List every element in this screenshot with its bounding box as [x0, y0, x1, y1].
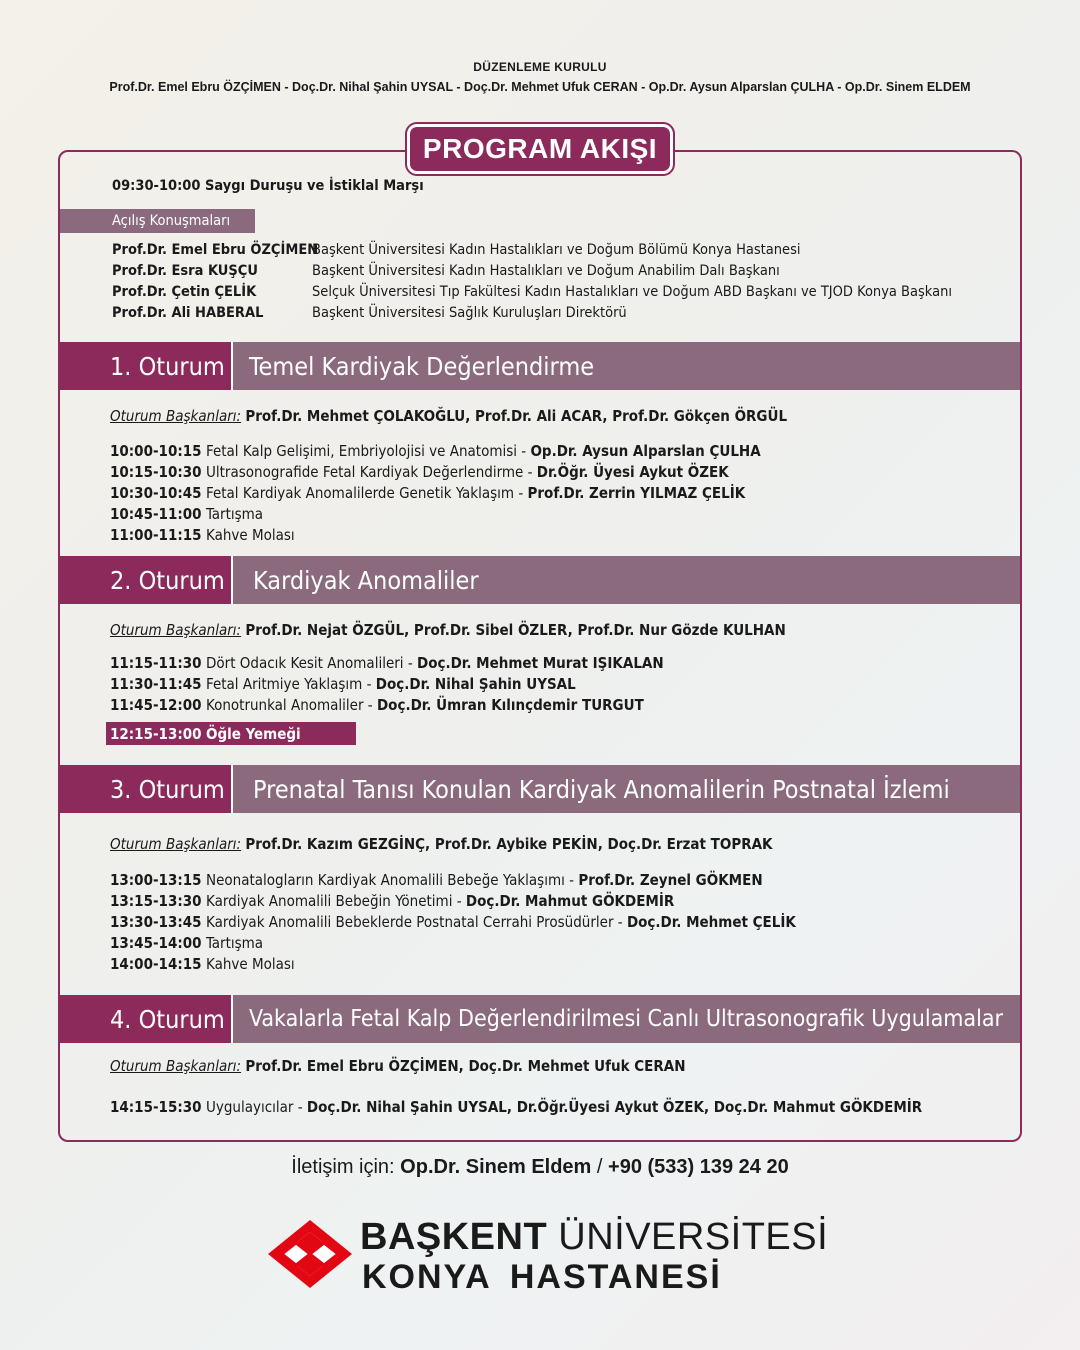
opening-speaker	[112, 284, 952, 300]
item-topic: Fetal Kalp Gelişimi, Embriyolojisi ve Anatomisi -	[206, 442, 531, 460]
contact-prefix: İletişim için:	[291, 1156, 401, 1178]
item-time: 13:30-13:45	[110, 913, 202, 931]
session-number: 2. Oturum	[60, 556, 231, 604]
session-header	[60, 995, 1020, 1043]
item-topic: Ultrasonografide Fetal Kardiyak Değerlendirme -	[206, 463, 537, 481]
item-topic: Tartışma	[206, 505, 264, 523]
session-header	[60, 765, 1020, 813]
item-speaker: Doç.Dr. Mehmet Murat IŞIKALAN	[417, 654, 664, 672]
agenda-item	[110, 871, 763, 889]
item-topic: Tartışma	[206, 934, 264, 952]
session-number: 3. Oturum	[60, 765, 231, 813]
item-speaker: Doç.Dr. Nihal Şahin UYSAL, Dr.Öğr.Üyesi Aykut ÖZEK, Doç.Dr. Mahmut GÖKDEMİR	[306, 1098, 923, 1116]
agenda-item	[110, 675, 576, 693]
item-topic: Uygulayıcılar -	[206, 1098, 307, 1116]
item-topic: Kardiyak Anomalili Bebeklerde Postnatal Cerrahi Prosüdürler -	[206, 913, 627, 931]
chairs-names: Prof.Dr. Nejat ÖZGÜL, Prof.Dr. Sibel ÖZLER, Prof.Dr. Nur Gözde KULHAN	[245, 621, 786, 639]
speaker-name: Prof.Dr. Esra KUŞÇU	[112, 263, 258, 279]
item-time: 14:15-15:30	[110, 1098, 202, 1116]
item-time: 11:00-11:15	[110, 526, 202, 544]
chairs-names: Prof.Dr. Mehmet ÇOLAKOĞLU, Prof.Dr. Ali ACAR, Prof.Dr. Gökçen ÖRGÜL	[245, 407, 788, 425]
agenda-item	[110, 913, 796, 931]
item-time: 10:30-10:45	[110, 484, 202, 502]
item-speaker: Doç.Dr. Ümran Kılınçdemir TURGUT	[376, 696, 644, 714]
item-time: 10:15-10:30	[110, 463, 202, 481]
session-title: Vakalarla Fetal Kalp Değerlendirilmesi Canlı Ultrasonografik Uygulamalar	[233, 995, 1020, 1043]
agenda-item	[110, 892, 674, 910]
opening-speaker	[112, 242, 801, 258]
chairs-names: Prof.Dr. Emel Ebru ÖZÇİMEN, Doç.Dr. Mehmet Ufuk CERAN	[245, 1057, 686, 1075]
agenda-item	[110, 463, 729, 481]
speaker-role: Başkent Üniversitesi Kadın Hastalıkları ve Doğum Bölümü Konya Hastanesi	[312, 242, 801, 258]
agenda-item	[110, 442, 761, 460]
session-title: Prenatal Tanısı Konulan Kardiyak Anomalilerin Postnatal İzlemi	[233, 765, 1020, 813]
logo-wordmark-thin: ÜNİVERSİTESİ	[547, 1216, 829, 1258]
program-title: PROGRAM AKIŞI	[407, 124, 673, 174]
chairs-names: Prof.Dr. Kazım GEZGİNÇ, Prof.Dr. Aybike PEKİN, Doç.Dr. Erzat TOPRAK	[245, 835, 773, 853]
item-time: 13:00-13:15	[110, 871, 202, 889]
agenda-item	[110, 955, 295, 973]
logo-wordmark-bold: BAŞKENT	[360, 1216, 548, 1258]
item-time: 10:00-10:15	[110, 442, 202, 460]
agenda-item	[110, 1098, 922, 1116]
opening-speaker	[112, 263, 780, 279]
committee-title: DÜZENLEME KURULU	[473, 60, 607, 74]
speaker-name: Prof.Dr. Emel Ebru ÖZÇİMEN	[112, 242, 319, 258]
speaker-role: Başkent Üniversitesi Sağlık Kuruluşları Direktörü	[312, 305, 627, 321]
opening-speaker	[112, 305, 627, 321]
opening-speeches-label: Açılış Konuşmaları	[60, 209, 255, 233]
agenda-item	[110, 526, 295, 544]
speaker-role: Başkent Üniversitesi Kadın Hastalıkları ve Doğum Anabilim Dalı Başkanı	[312, 263, 780, 279]
session-chairs	[110, 1057, 686, 1075]
contact-name: Op.Dr. Sinem Eldem	[400, 1156, 592, 1178]
logo-wordmark	[360, 1216, 828, 1259]
item-topic: Kahve Molası	[206, 526, 295, 544]
item-topic: Dört Odacık Kesit Anomalileri -	[206, 654, 417, 672]
item-speaker: Prof.Dr. Zerrin YILMAZ ÇELİK	[527, 484, 746, 502]
item-speaker: Dr.Öğr. Üyesi Aykut ÖZEK	[536, 463, 729, 481]
lunch-label: Öğle Yemeği	[206, 724, 301, 743]
lunch-time: 12:15-13:00	[110, 724, 202, 743]
chairs-label: Oturum Başkanları:	[110, 1057, 242, 1075]
item-speaker: Doç.Dr. Mahmut GÖKDEMİR	[465, 892, 675, 910]
session-title: Temel Kardiyak Değerlendirme	[233, 342, 1020, 390]
item-time: 10:45-11:00	[110, 505, 202, 523]
speaker-role: Selçuk Üniversitesi Tıp Fakültesi Kadın Hastalıkları ve Doğum ABD Başkanı ve TJOD Konya Başkanı	[312, 284, 952, 300]
item-topic: Kardiyak Anomalili Bebeğin Yönetimi -	[206, 892, 466, 910]
item-topic: Neonatalogların Kardiyak Anomalili Bebeğe Yaklaşımı -	[206, 871, 579, 889]
session-header	[60, 556, 1020, 604]
item-time: 13:15-13:30	[110, 892, 202, 910]
session-chairs	[110, 835, 773, 853]
speaker-name: Prof.Dr. Ali HABERAL	[112, 305, 264, 321]
chairs-label: Oturum Başkanları:	[110, 835, 242, 853]
committee-members: Prof.Dr. Emel Ebru ÖZÇİMEN - Doç.Dr. Nihal Şahin UYSAL - Doç.Dr. Mehmet Ufuk CERAN - Op.Dr. Aysun Alparslan ÇULHA - Op.Dr. Sinem ELDEM	[109, 80, 971, 94]
item-time: 11:45-12:00	[110, 696, 202, 714]
item-speaker: Doç.Dr. Mehmet ÇELİK	[626, 913, 796, 931]
agenda-item	[110, 696, 644, 714]
session-chairs	[110, 407, 787, 425]
item-topic: Fetal Kardiyak Anomalilerde Genetik Yaklaşım -	[206, 484, 528, 502]
item-time: 11:30-11:45	[110, 675, 202, 693]
item-topic: Konotrunkal Anomaliler -	[206, 696, 377, 714]
session-number: 4. Oturum	[60, 995, 231, 1043]
contact-phone: +90 (533) 139 24 20	[608, 1156, 789, 1178]
agenda-item	[110, 654, 664, 672]
lunch-break	[106, 722, 356, 745]
item-speaker: Op.Dr. Aysun Alparslan ÇULHA	[530, 442, 761, 460]
agenda-item	[110, 505, 263, 523]
item-topic: Fetal Aritmiye Yaklaşım -	[206, 675, 376, 693]
item-topic: Kahve Molası	[206, 955, 295, 973]
item-time: 11:15-11:30	[110, 654, 202, 672]
chairs-label: Oturum Başkanları:	[110, 407, 242, 425]
speaker-name: Prof.Dr. Çetin ÇELİK	[112, 284, 257, 300]
contact-line	[0, 1156, 1080, 1179]
session-chairs	[110, 621, 786, 639]
opening-ceremony: 09:30-10:00 Saygı Duruşu ve İstiklal Marşı	[112, 178, 424, 194]
agenda-item	[110, 484, 745, 502]
contact-separator: /	[591, 1156, 609, 1178]
session-header	[60, 342, 1020, 390]
logo-subtitle: KONYA HASTANESİ	[362, 1258, 722, 1296]
agenda-item	[110, 934, 263, 952]
item-time: 13:45-14:00	[110, 934, 202, 952]
item-speaker: Prof.Dr. Zeynel GÖKMEN	[578, 871, 763, 889]
item-speaker: Doç.Dr. Nihal Şahin UYSAL	[375, 675, 576, 693]
session-title: Kardiyak Anomaliler	[233, 556, 1020, 604]
chairs-label: Oturum Başkanları:	[110, 621, 242, 639]
item-time: 14:00-14:15	[110, 955, 202, 973]
session-number: 1. Oturum	[60, 342, 231, 390]
baskent-logo-icon	[266, 1218, 354, 1290]
